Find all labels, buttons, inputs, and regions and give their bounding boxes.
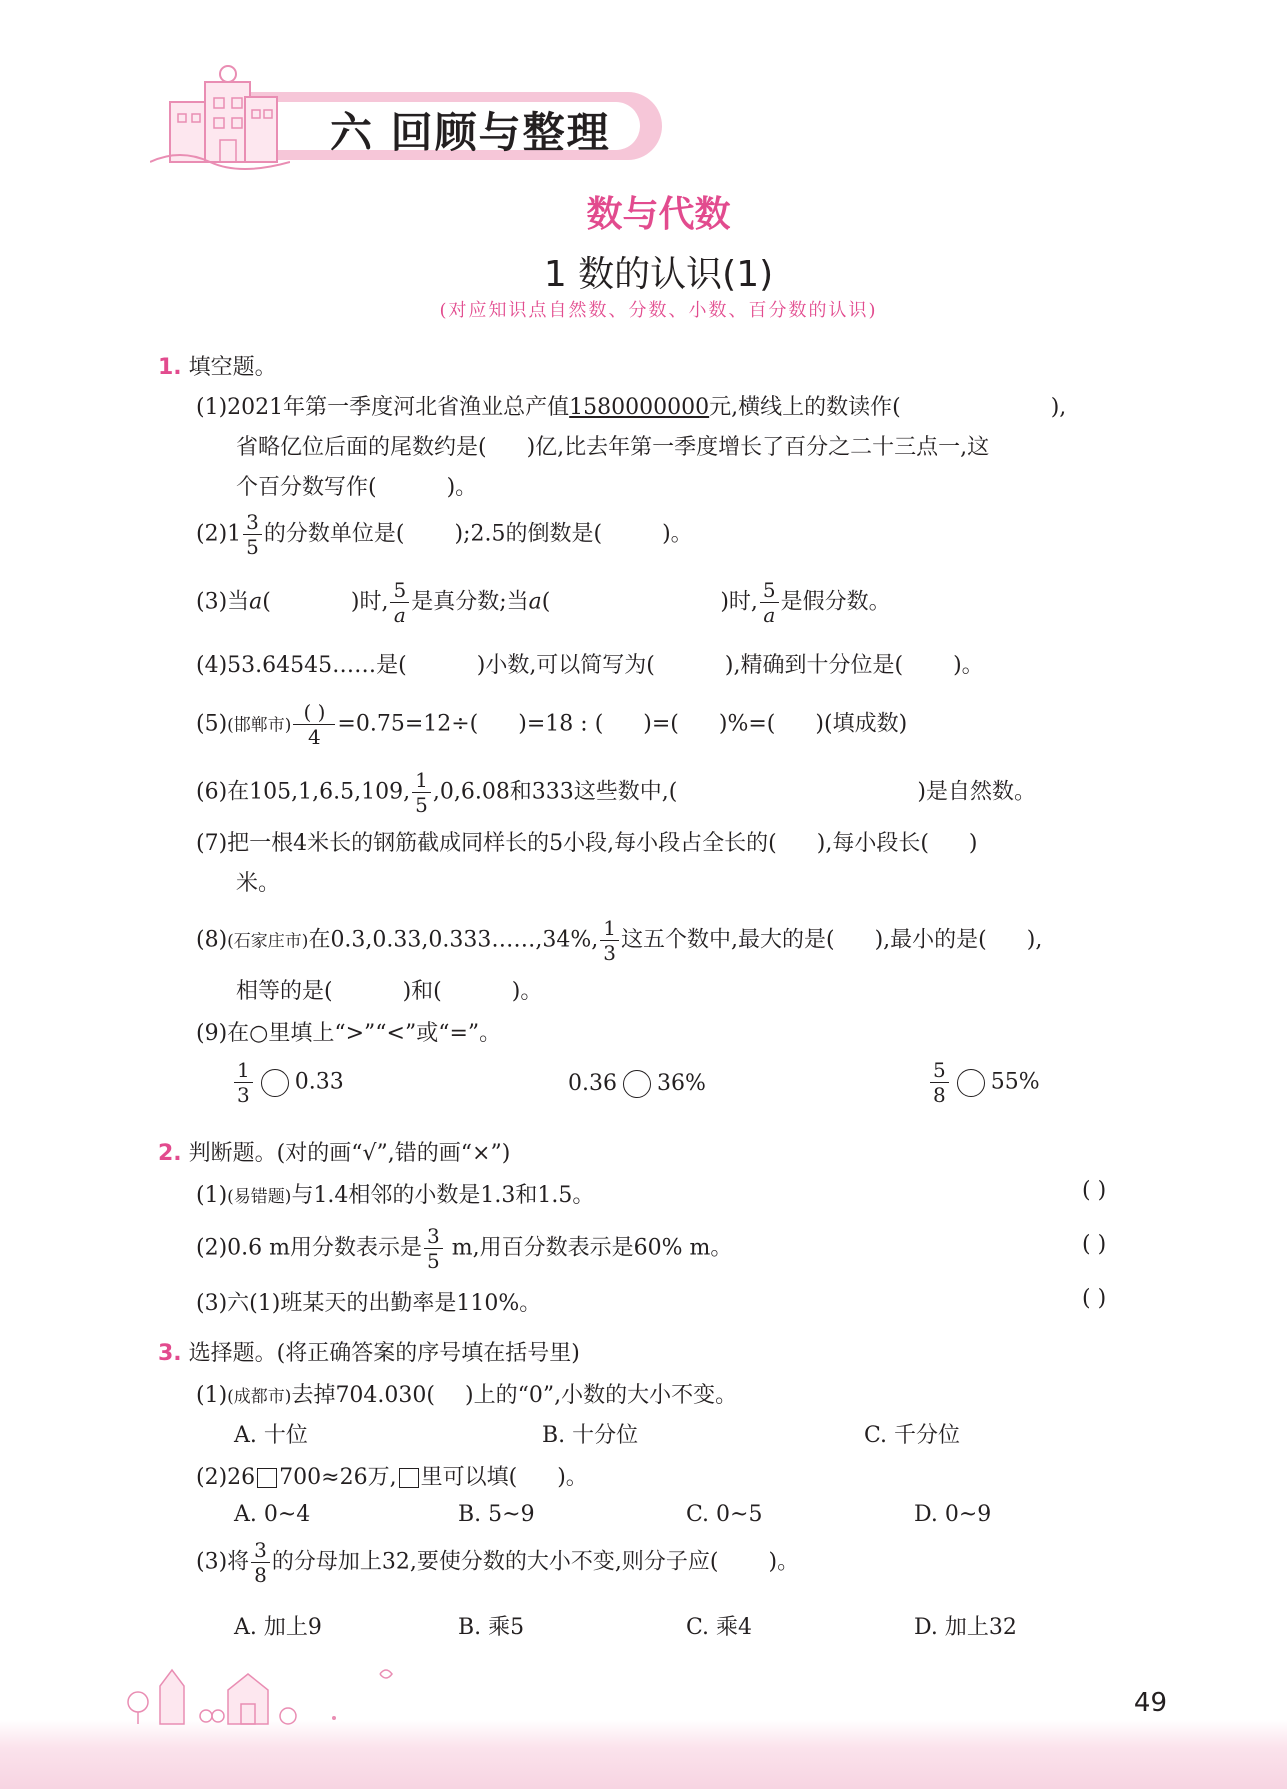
section-title: 数与代数 <box>586 194 731 235</box>
text: 与1.4相邻的小数是1.3和1.5。 <box>291 1183 595 1208</box>
city-tag: (邯郸市) <box>227 715 292 736</box>
option-b[interactable]: B. 5~9 <box>458 1502 535 1527</box>
text: (3)将 <box>196 1549 250 1575</box>
text: 个百分数写作( <box>236 475 377 500</box>
option-d[interactable]: D. 0~9 <box>914 1502 992 1527</box>
q1-item-7 <box>196 826 978 857</box>
answer-paren[interactable]: ( ) <box>1082 1178 1107 1203</box>
fraction: $\frac{5}{a}$ <box>760 580 779 625</box>
lesson-title: 1 数的认识(1) <box>543 254 774 295</box>
q1-item-9: (9)在○里填上“>”“<”或“=”。 <box>196 1021 502 1046</box>
fraction: $\frac{1}{3}$ <box>600 918 619 963</box>
q2-heading <box>158 1136 510 1167</box>
q1-item-8 <box>196 918 1042 963</box>
text: (8) <box>196 927 228 953</box>
square-box-icon <box>399 1468 419 1488</box>
q1-item-4 <box>196 648 984 679</box>
text: (3)当 <box>196 589 250 615</box>
option-c[interactable]: C. 0~5 <box>686 1502 763 1527</box>
text: (6)在105,1,6.5,109, <box>196 779 411 805</box>
compare-circle[interactable] <box>623 1070 651 1098</box>
q2-item-1 <box>196 1178 594 1209</box>
option-a[interactable]: A. 十位 <box>234 1423 308 1448</box>
text: )。 <box>557 1465 588 1490</box>
option-c[interactable]: C. 千分位 <box>864 1423 961 1448</box>
compare-1 <box>232 1060 344 1105</box>
text: (1)2021年第一季度河北省渔业总产值 <box>196 395 570 420</box>
text: ),最小的是( <box>874 927 987 953</box>
fraction: $\frac{3}{5}$ <box>243 512 262 557</box>
q3-title: 选择题。(将正确答案的序号填在括号里) <box>188 1341 580 1366</box>
fraction: $\frac{3}{8}$ <box>251 1540 270 1585</box>
q3-heading <box>158 1336 580 1367</box>
chapter-title: 六 回顾与整理 <box>330 108 611 157</box>
text: 0.33 <box>294 1069 344 1095</box>
answer-paren[interactable]: ( ) <box>1082 1286 1107 1311</box>
text: 的分母加上32,要使分数的大小不变,则分子应( <box>271 1549 719 1575</box>
text: (2)1 <box>196 521 242 547</box>
text: 0.36 <box>568 1071 617 1096</box>
text: ) <box>968 831 978 856</box>
q2-item-2 <box>196 1226 732 1271</box>
text: 700≈26万, <box>279 1465 397 1490</box>
town-illustration-icon <box>120 1660 400 1726</box>
text: ) <box>815 711 824 737</box>
text: =0.75=12÷( <box>337 711 479 737</box>
text: 相等的是( <box>236 979 333 1004</box>
q1-item-5 <box>196 702 907 747</box>
fraction: $\frac{5}{a}$ <box>390 580 409 625</box>
q2-title: 判断题。(对的画“√”,错的画“×”) <box>188 1141 511 1166</box>
fraction: $\frac{1}{5}$ <box>412 770 431 815</box>
tag: (易错题) <box>227 1187 292 1207</box>
text: )。 <box>511 979 543 1004</box>
option-b[interactable]: B. 十分位 <box>542 1423 639 1448</box>
text: ),每小段长( <box>816 831 929 856</box>
option-d[interactable]: D. 加上32 <box>914 1615 1017 1640</box>
text: (1) <box>196 1383 228 1408</box>
variable: a <box>249 589 263 615</box>
q1-item-1-line-2 <box>236 430 989 461</box>
text: m,用百分数表示是60% m。 <box>444 1235 733 1261</box>
text: ,0,6.08和333这些数中,( <box>432 779 678 805</box>
text: );2.5的倒数是( <box>454 521 603 547</box>
city-tag: (成都市) <box>227 1387 292 1407</box>
text: )=( <box>643 711 679 737</box>
compare-3 <box>928 1060 1040 1105</box>
text: )=18 : ( <box>518 711 604 737</box>
q1-heading <box>158 350 277 381</box>
q1-number: 1. <box>158 355 182 380</box>
q1-item-1-line-1 <box>196 390 1066 421</box>
text: (1) <box>196 1183 228 1208</box>
page-number: 49 <box>1133 1688 1167 1718</box>
text: 55% <box>990 1069 1040 1095</box>
text: (5) <box>196 711 228 737</box>
q2-item-3: (3)六(1)班某天的出勤率是110%。 <box>196 1291 542 1316</box>
option-b[interactable]: B. 乘5 <box>458 1615 525 1640</box>
underlined-number: 1580000000 <box>569 395 710 420</box>
text: (填成数) <box>824 711 908 737</box>
option-a[interactable]: A. 加上9 <box>234 1615 322 1640</box>
text: )时, <box>720 589 758 615</box>
knowledge-note: (对应知识点自然数、分数、小数、百分数的认识) <box>439 300 878 321</box>
q1-item-7-line-2: 米。 <box>236 871 281 896</box>
text: ),精确到十分位是( <box>724 653 904 678</box>
q1-item-8-line-2 <box>236 974 542 1005</box>
option-c[interactable]: C. 乘4 <box>686 1615 753 1640</box>
text: 的分数单位是( <box>263 521 405 547</box>
q3-item-3 <box>196 1540 799 1585</box>
compare-circle[interactable] <box>957 1069 985 1097</box>
square-box-icon <box>257 1468 277 1488</box>
text: )。 <box>953 653 984 678</box>
q1-item-3 <box>196 580 891 625</box>
compare-circle[interactable] <box>261 1069 289 1097</box>
text: 36% <box>656 1071 706 1096</box>
city-tag: (石家庄市) <box>227 931 309 952</box>
fraction: $\frac{5}{8}$ <box>930 1060 949 1105</box>
text: 里可以填( <box>420 1465 518 1490</box>
compare-2 <box>568 1070 706 1098</box>
text: ), <box>1050 395 1067 420</box>
text: ( <box>541 589 551 615</box>
text: 是假分数。 <box>780 589 891 615</box>
text: (2)0.6 m用分数表示是 <box>196 1235 423 1261</box>
variable: a <box>528 589 542 615</box>
text: 是真分数;当 <box>411 589 529 615</box>
option-a[interactable]: A. 0~4 <box>234 1502 311 1527</box>
text: )。 <box>446 475 478 500</box>
text: (2)26 <box>196 1465 256 1490</box>
q3-item-2 <box>196 1460 588 1491</box>
building-illustration-icon <box>150 62 290 170</box>
text: 在0.3,0.33,0.333……,34%, <box>308 927 599 953</box>
fraction: $\frac{( )}{4}$ <box>293 702 335 747</box>
footer-band <box>0 1720 1287 1789</box>
answer-paren[interactable]: ( ) <box>1082 1232 1107 1257</box>
q1-item-6 <box>196 770 1036 815</box>
fraction: $\frac{1}{3}$ <box>234 1060 253 1105</box>
q1-item-2 <box>196 512 693 557</box>
text: )亿,比去年第一季度增长了百分之二十三点一,这 <box>526 435 990 460</box>
text: 这五个数中,最大的是( <box>621 927 835 953</box>
q2-number: 2. <box>158 1141 182 1166</box>
text: 去掉704.030( <box>291 1383 435 1408</box>
q3-item-1 <box>196 1378 737 1409</box>
text: (4)53.64545……是( <box>196 653 407 678</box>
text: )和( <box>402 979 442 1004</box>
q1-title: 填空题。 <box>188 355 277 380</box>
text: )是自然数。 <box>917 779 1036 805</box>
text: )时, <box>350 589 389 615</box>
text: 元,横线上的数读作( <box>709 395 901 420</box>
q1-item-1-line-3 <box>236 470 477 501</box>
text: )上的“0”,小数的大小不变。 <box>465 1383 738 1408</box>
text: ), <box>1026 927 1043 953</box>
text: (7)把一根4米长的钢筋截成同样长的5小段,每小段占全长的( <box>196 831 777 856</box>
text: )。 <box>768 1549 800 1575</box>
text: ( <box>262 589 271 615</box>
text: )。 <box>662 521 693 547</box>
text: )%=( <box>718 711 776 737</box>
text: 省略亿位后面的尾数约是( <box>236 435 487 460</box>
text: )小数,可以简写为( <box>476 653 655 678</box>
q3-number: 3. <box>158 1341 182 1366</box>
fraction: $\frac{3}{5}$ <box>424 1226 443 1271</box>
